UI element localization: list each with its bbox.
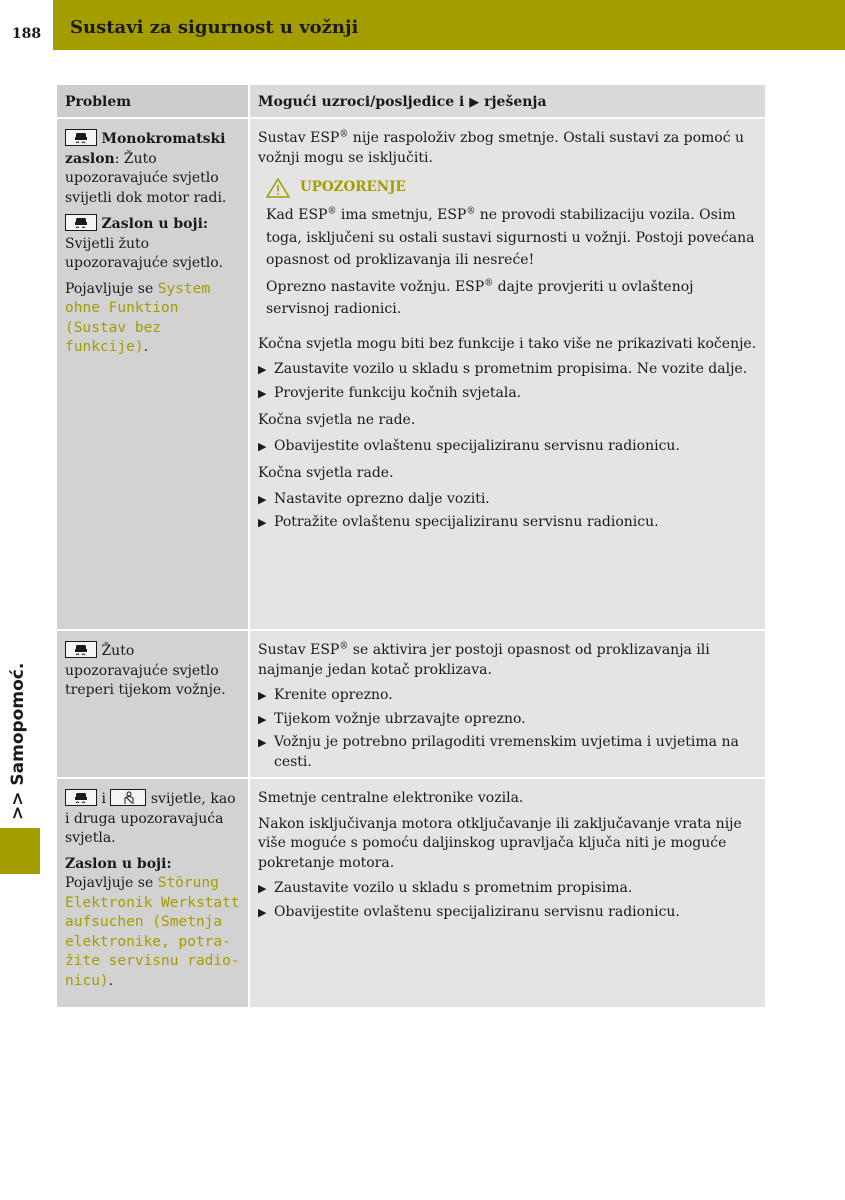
solution-cell: Sustav ESP® se aktivira jer postoji opasnost od proklizavanja ili najmanje jedan kotač proklizava. ▶ Krenite oprezno. ▶ Tijekom vožnje ubrzavajte oprezno. ▶ Vožnju je potrebno prilagoditi vremenskim uvjetima i uvjetima na cesti.: [250, 631, 765, 777]
esp-car-skid-icon: [65, 789, 97, 806]
list-item: ▶ Nastavite oprezno dalje voziti.: [258, 490, 490, 507]
list-item: ▶ Obavijestite ovlaštenu specijaliziranu servisnu radionicu.: [258, 437, 680, 454]
list-item: ▶ Zaustavite vozilo u skladu s prometnim propisima.: [258, 880, 633, 896]
list-item: ▶ Vožnju je potrebno prilagoditi vremenskim uvjetima i uvjetima na cesti.: [258, 734, 739, 770]
arrow-icon: ▶: [469, 95, 480, 110]
esp-car-skid-icon: [65, 214, 97, 231]
page-number: 188: [0, 0, 55, 50]
list-item: ▶ Potražite ovlaštenu specijaliziranu servisnu radionicu.: [258, 514, 659, 530]
solution-cell: Smetnje centralne elektronike vozila. Nakon isključivanja motora otključavanje ili zaključavanje vrata nije više moguće s pomoću daljinskog upravljača ključa niti je moguće pokretanje motora. ▶ Zaustavite vozilo u skladu s prometnim propisima. ▶ Obavijestite ovlaštenu specijaliziranu servisnu radionicu.: [250, 779, 765, 1007]
table-row: [57, 779, 765, 1007]
chapter-title: Sustavi za sigurnost u vožnji: [70, 17, 359, 38]
display-message: System ohne Funktion (Sustav bez funkcije): [65, 280, 211, 355]
table-header-row: [57, 85, 765, 119]
list-item: ▶ Krenite oprezno.: [258, 687, 393, 703]
esp-car-skid-icon: [65, 129, 97, 146]
column-header-causes: Mogući uzroci/posljedice i ▶ rješenja: [250, 85, 765, 117]
problem-cell: Žuto upozoravajuće svjetlo treperi tijekom vožnje.: [57, 631, 250, 777]
list-item: ▶ Obavijestite ovlaštenu specijaliziranu servisnu radionicu.: [258, 903, 680, 920]
warning-box: UPOZORENJE Kad ESP® ima smetnju, ESP® ne provodi stabilizaciju vozila. Osim toga, isključeni su ostali sustavi sigurnosti u vožnji. Postoji povećana opasnost od proklizavanja ili nesreće! Oprezno nastavite vožnju. ESP® dajte provjeriti u ovlaštenoj servisnoj radionici.: [266, 179, 755, 317]
problem-cell: Monokromatski zaslon: Žuto upozoravajuće svjetlo svijetli dok motor radi. Zaslon u boji: Svijetli žuto upozoravajuće svjetlo. Pojavljuje se System ohne Funktion (Sustav bez funkcije).: [57, 119, 250, 629]
table-row: [57, 631, 765, 779]
solution-cell: Sustav ESP® nije raspoloživ zbog smetnje. Ostali sustavi za pomoć u vožnji mogu se isključiti. UPOZORENJE Kad ESP® ima smetnju, ESP® ne provodi stabilizaciju vozila. Osim toga, isključeni su ostali sustavi sigurnosti u vožnji. Postoji povećana opasnost od proklizavanja ili nesreće! Oprezno nastavite vožnju. ESP® dajte provjeriti u ovlaštenoj servisnoj radionici. Kočna svjetla mogu biti bez funkcije i tako više ne prikazivati kočenje. ▶ Zaustavite vozilo u skladu s prometnim propisima. Ne vozite dalje. ▶ Provjerite funkciju kočnih svjetala. Kočna svjetla ne rade. ▶ Obavijestite ovlaštenu specijaliziranu servisnu radionicu. Kočna svjetla rade. ▶ Nastavite oprezno dalje voziti. ▶ Potražite ovlaštenu specijaliziranu servisnu radionicu.: [250, 119, 765, 629]
warning-title: UPOZORENJE: [300, 179, 406, 196]
seat-belt-person-icon: [110, 789, 146, 806]
problem-cell: i svijetle, kao i druga upozoravajuća svjetla. Zaslon u boji: Pojavljuje se Störung Elektronik Werkstatt aufsuchen (Smetnja elektronike, potra-žite servisnu radio-nicu).: [57, 779, 250, 1007]
list-item: ▶ Tijekom vožnje ubrzavajte oprezno.: [258, 710, 526, 727]
troubleshooting-table: [57, 85, 765, 1007]
table-row: [57, 119, 765, 631]
esp-car-skid-icon: [65, 641, 97, 658]
side-section-label: >> Samopomoć.: [8, 662, 28, 820]
column-header-problem: Problem: [57, 85, 250, 117]
display-message: Störung Elektronik Werkstatt aufsuchen (Smetnja elektronike, potra-žite servisnu radio-nicu): [65, 875, 240, 989]
list-item: ▶ Zaustavite vozilo u skladu s prometnim propisima. Ne vozite dalje.: [258, 361, 748, 377]
warning-triangle-icon: [266, 178, 290, 198]
list-item: ▶ Provjerite funkciju kočnih svjetala.: [258, 384, 522, 401]
side-tab-marker: [0, 828, 40, 874]
